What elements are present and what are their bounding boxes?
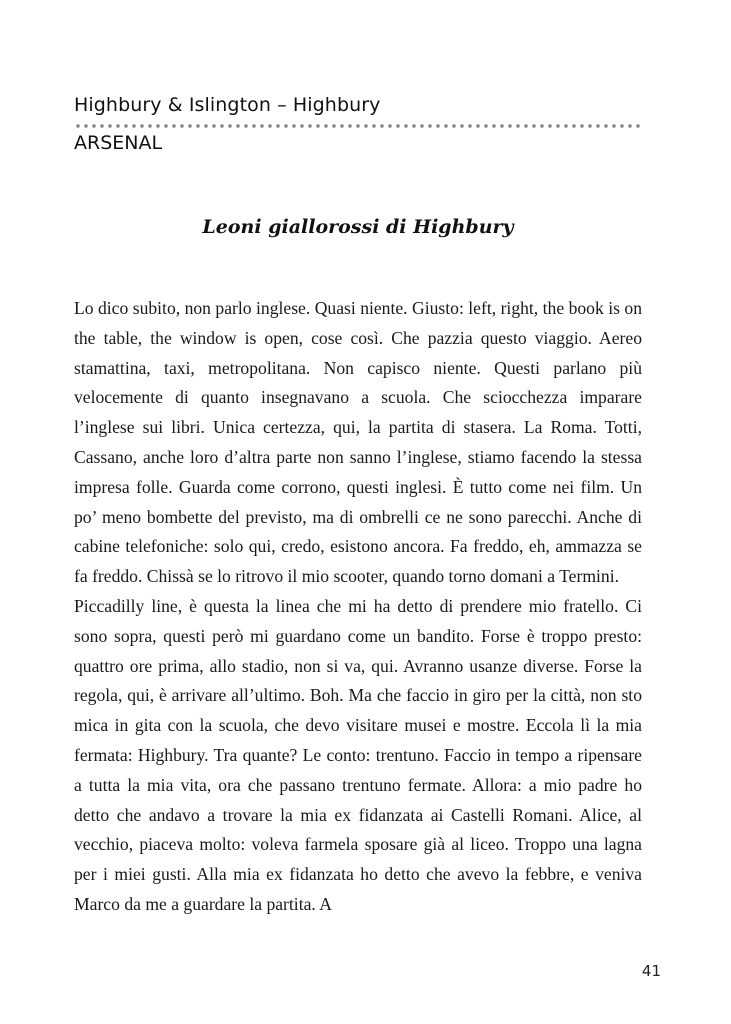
running-header (74, 92, 644, 156)
body-text (74, 294, 642, 920)
paragraph: Piccadilly line, è questa la linea che mi ha detto di prendere mio fratello. Ci sono sopra, questi però mi guardano come un bandito. Forse è troppo presto: quattro ore prima, allo stadio, non si va, qui. Avranno usanze diverse. Forse la regola, qui, è arrivare all’ultimo. Boh. Ma che faccio in giro per la città, non sto mica in gita con la scuola, che devo visitare musei e mostre. Eccola lì la mia fermata: Highbury. Tra quante? Le conto: trentuno. Faccio in tempo a ripensare a tutta la mia vita, ora che passano trentuno fermate. Allora: a mio padre ho detto che andavo a trovare la mia ex fidanzata ai Castelli Romani. Alice, al vecchio, piaceva molto: voleva farmela sposare già al liceo. Troppo una lagna per i miei gusti. Alla mia ex fidanzata ho detto che avevo la febbre, e veniva Marco da me a guardare la partita. A (74, 595, 642, 914)
dotted-divider (74, 123, 644, 129)
team-heading: ARSENAL (74, 132, 163, 154)
page-number: 41 (641, 962, 661, 980)
paragraph: Lo dico subito, non parlo inglese. Quasi niente. Giusto: left, right, the book is on the table, the window is open, cose così. Che pazzia questo viaggio. Aereo stamattina, taxi, metropolitana. Non capisco niente. Questi parlano più velocemente di quanto insegnavano a scuola. Che sciocchezza imparare l’inglese sui libri. Unica certezza, qui, la partita di stasera. La Roma. Totti, Cassano, anche loro d’altra parte non sanno l’inglese, stiamo facendo la stessa impresa folle. Guarda come corrono, questi inglesi. È tutto come nei film. Un po’ meno bombette del previsto, ma di ombrelli ce ne sono parecchi. Anche di cabine telefoniche: solo qui, credo, esistono ancora. Fa freddo, eh, ammazza se fa freddo. Chissà se lo ritrovo il mio scooter, quando torno domani a Termini. (74, 298, 642, 587)
chapter-title: Leoni giallorossi di Highbury (202, 216, 514, 238)
location-heading: Highbury & Islington – Highbury (74, 94, 381, 116)
